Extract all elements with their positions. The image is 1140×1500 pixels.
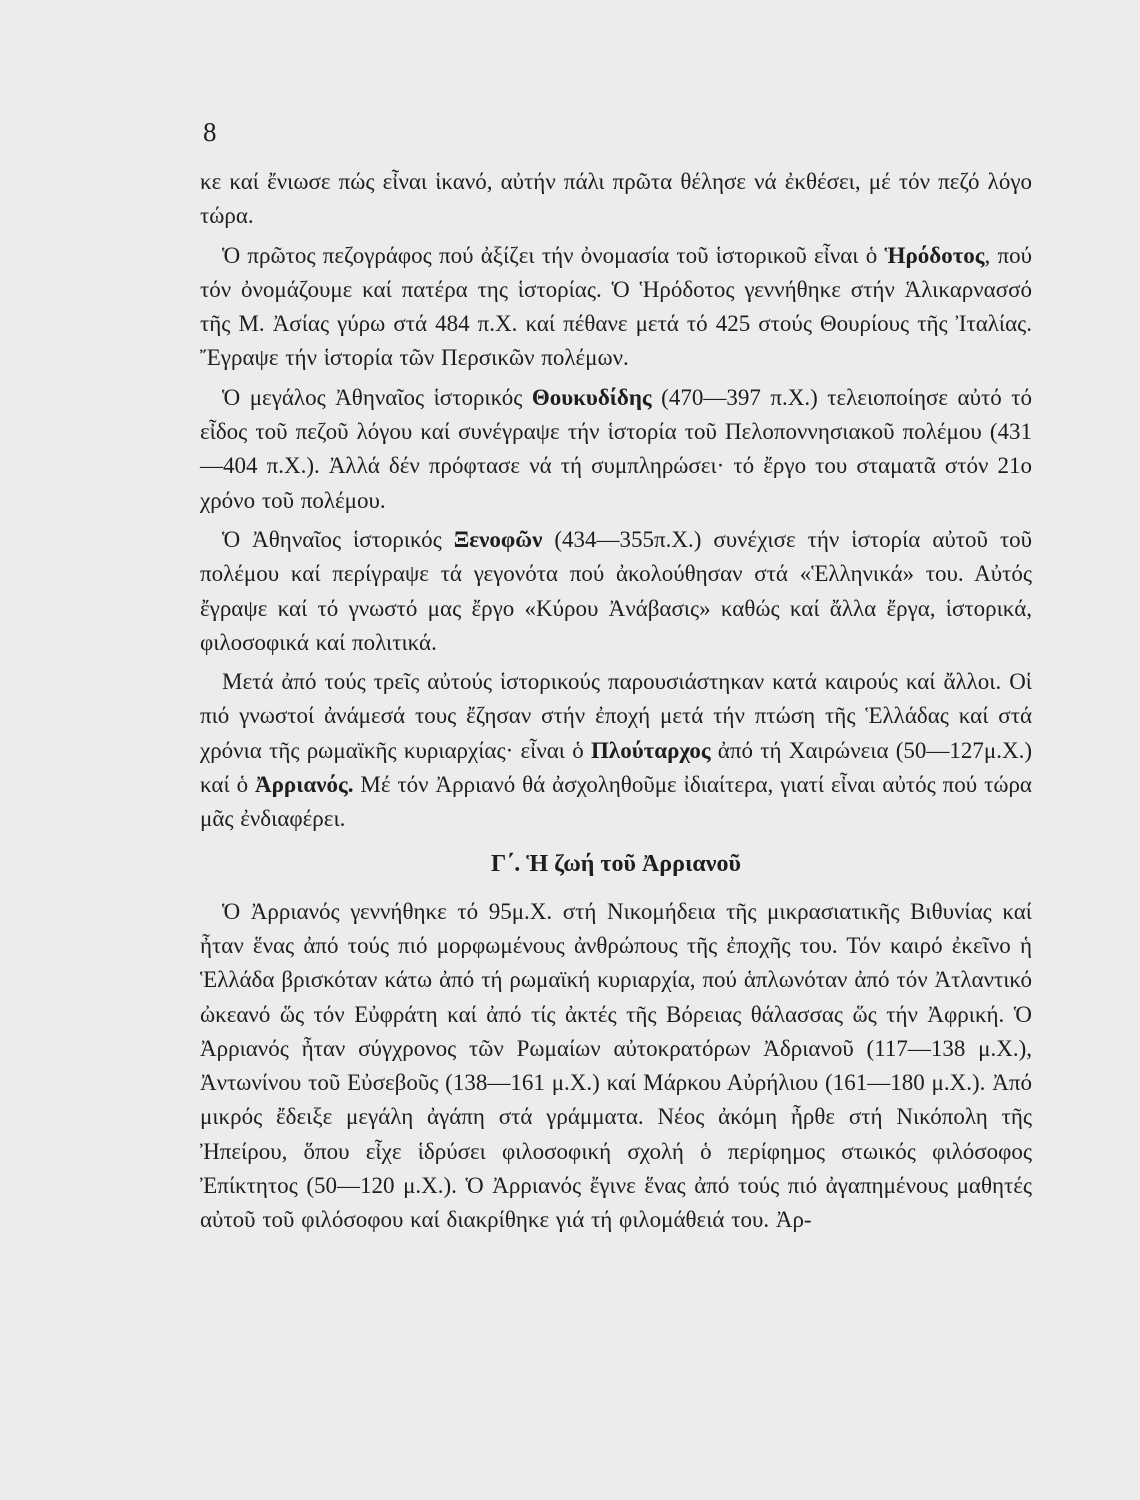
text-run: (434—355π.Χ.) συνέχισε τήν ἱστορία αὐτοῦ τοῦ πολέμου καί περίγραψε τά γεγονότα πού ἀκολούθησαν στά «Ἑλληνικά» του. Αὐτός ἔγραψε καί τό γνωστό μας ἔργο «Κύρου Ἀνάβασις» καθώς καί ἄλλα ἔργα, ἱστορικά, φιλοσοφικά καί πολιτικά. (200, 526, 1032, 655)
bold-name: Ἡρόδοτος (884, 242, 985, 268)
text-run: ἀπό τή Χαιρώνεια (50—127μ.Χ.) καί ὁ (200, 737, 1033, 798)
paragraph (200, 523, 1032, 660)
paragraph (200, 381, 1032, 518)
text-run: , πού τόν ὀνομάζουμε καί πατέρα της ἱστορίας. Ὁ Ἡρόδοτος γεννήθηκε στήν Ἁλικαρνασσό τῆς Μ. Ἀσίας γύρω στά 484 π.Χ. καί πέθανε μετά τό 425 στούς Θουρίους τῆς Ἰταλίας. Ἔγραψε τήν ἱστορία τῶν Περσικῶν πολέμων. (200, 242, 1032, 371)
text-run: Ὁ μεγάλος Ἀθηναῖος ἱστορικός (222, 384, 532, 410)
text-run: Μέ τόν Ἀρριανό θά ἀσχοληθοῦμε ἰδιαίτερα, γιατί εἶναι αὐτός πού τώρα μᾶς ἐνδιαφέρει. (200, 772, 1032, 832)
text-run: (470—397 π.Χ.) τελειοποίησε αὐτό τό εἶδος τοῦ πεζοῦ λόγου καί συνέγραψε τήν ἱστορία τοῦ Πελοποννησιακοῦ πολέμου (431—404 π.Χ.). Ἀλλά δέν πρόφτασε νά τή συμπληρώσει· τό ἔργο του σταματᾶ στόν 21ο χρόνο τοῦ πολέμου. (200, 384, 1032, 513)
paragraph (200, 239, 1032, 376)
page-number: 8 (203, 117, 217, 147)
bold-name: Θουκυδίδης (531, 384, 652, 410)
text-run: Ὁ Ἀρριανός γεννήθηκε τό 95μ.Χ. στή Νικομήδεια τῆς μικρασιατικῆς Βιθυνίας καί ἦταν ἕνας ἀπό τούς πιό μορφωμένους ἀνθρώπους τῆς ἐποχῆς του. Τόν καιρό ἐκεῖνο ἡ Ἑλλάδα βρισκόταν κάτω ἀπό τή ρωμαϊκή κυριαρχία, πού ἁπλωνόταν ἀπό τόν Ἀτλαντικό ὠκεανό ὥς τόν Εὐφράτη καί ἀπό τίς ἀκτές τῆς Βόρειας θάλασσας ὥς τήν Ἀφρική. Ὁ Ἀρριανός ἦταν σύγχρονος τῶν Ρωμαίων αὐτοκρατόρων Ἀδριανοῦ (117—138 μ.Χ.), Ἀντωνίνου τοῦ Εὐσεβοῦς (138—161 μ.Χ.) καί Μάρκου Αὐρήλιου (161—180 μ.Χ.). Ἀπό μικρός ἔδειξε μεγάλη ἀγάπη στά γράμματα. Νέος ἀκόμη ἦρθε στή Νικόπολη τῆς Ἠπείρου, ὅπου εἶχε ἱδρύσει φιλοσοφική σχολή ὁ περίφημος στωικός φιλόσοφος Ἐπίκτητος (50—120 μ.Χ.). Ὁ Ἀρριανός ἔγινε ἕνας ἀπό τούς πιό ἀγαπημένους μαθητές αὐτοῦ τοῦ φιλόσοφου καί διακρίθηκε γιά τή φιλομάθειά του. Ἀρ- (200, 898, 1032, 1233)
bold-name: Ξενοφῶν (453, 526, 543, 552)
body-text (200, 165, 1032, 1243)
paragraph (200, 665, 1032, 836)
paragraph (200, 165, 1032, 234)
text-run: Ὁ Ἀθηναῖος ἱστορικός (222, 526, 454, 552)
bold-name: Ἀρριανός. (255, 772, 354, 798)
bold-name: Πλούταρχος (591, 737, 711, 763)
paragraph (200, 895, 1032, 1238)
text-run: Ὁ πρῶτος πεζογράφος πού ἀξίζει τήν ὀνομασία τοῦ ἱστορικοῦ εἶναι ὁ (222, 242, 885, 268)
text-run: κε καί ἔνιωσε πώς εἶναι ἱκανό, αὐτήν πάλι πρῶτα θέλησε νά ἐκθέσει, μέ τόν πεζό λόγο τώρα. (200, 169, 1032, 229)
text-run: Μετά ἀπό τούς τρεῖς αὐτούς ἱστορικούς παρουσιάστηκαν κατά καιρούς καί ἄλλοι. Οἱ πιό γνωστοί ἀνάμεσά τους ἔζησαν στήν ἐποχή μετά τήν πτώση τῆς Ἑλλάδας καί στά χρόνια τῆς ρωμαϊκῆς κυριαρχίας· εἶναι ὁ (200, 669, 1032, 763)
section-heading: Γ΄. Ἡ ζωή τοῦ Ἀρριανοῦ (491, 850, 741, 877)
